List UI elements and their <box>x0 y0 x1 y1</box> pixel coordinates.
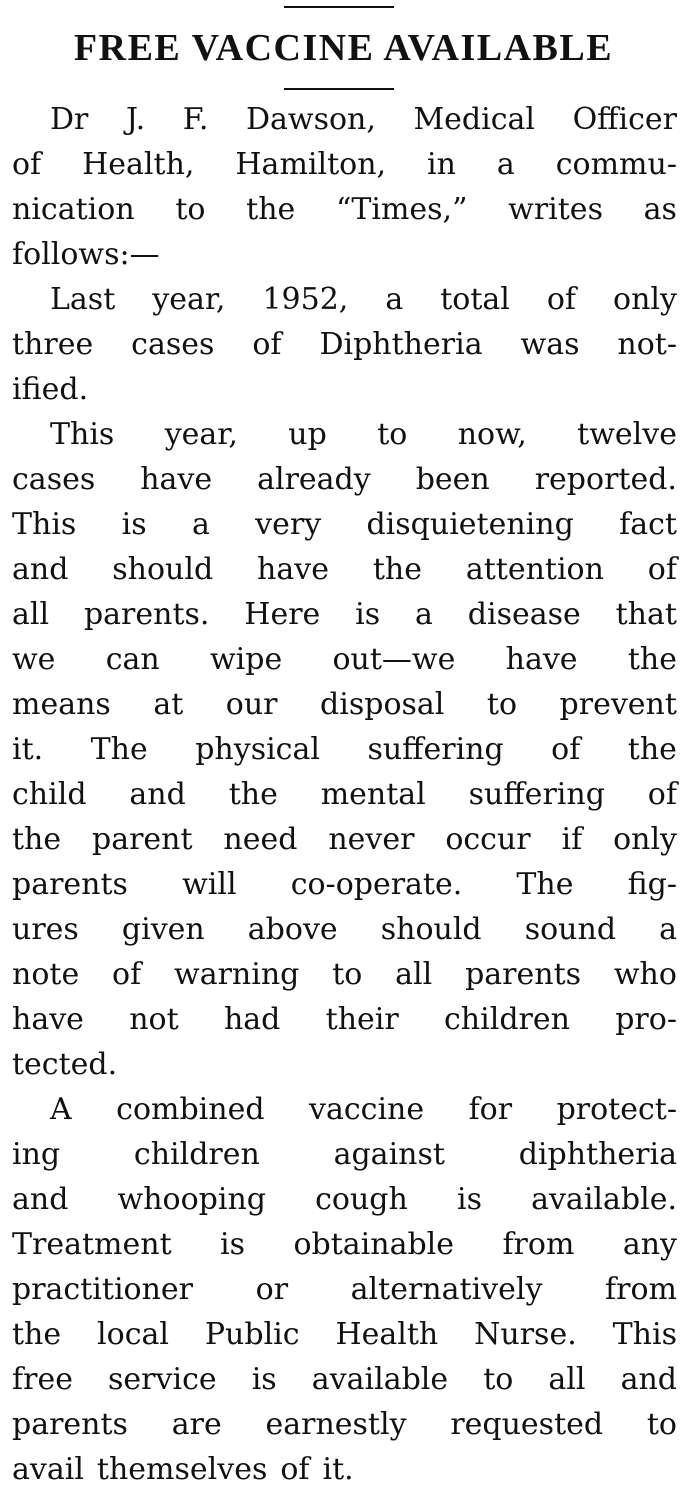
text-line <box>12 1087 677 1132</box>
text-line <box>12 637 677 682</box>
word: co-operate. <box>290 867 463 902</box>
word: local <box>97 1317 169 1352</box>
word: vaccine <box>309 1092 425 1127</box>
word: it. <box>322 1452 354 1487</box>
word: our <box>225 687 278 722</box>
word: we <box>12 642 56 677</box>
text-line <box>12 727 677 772</box>
word: themselves <box>96 1452 268 1487</box>
text-line <box>12 592 677 637</box>
word: if <box>561 822 583 857</box>
word: and <box>129 777 186 812</box>
word: free <box>12 1362 73 1397</box>
word: whooping <box>117 1182 266 1217</box>
word: from <box>502 1227 575 1262</box>
word: disquietening <box>366 507 574 542</box>
word: a <box>659 912 677 947</box>
paragraph <box>12 412 677 1087</box>
word: of <box>252 327 282 362</box>
word: F. <box>182 102 209 137</box>
word: occur <box>445 822 531 857</box>
headline-underline <box>284 88 394 90</box>
text-line <box>12 412 677 457</box>
word: up <box>288 417 327 452</box>
paragraph <box>12 97 677 277</box>
text-line <box>12 997 677 1042</box>
text-line <box>12 952 677 997</box>
word: total <box>440 282 510 317</box>
word: have <box>12 1002 84 1037</box>
word: reported. <box>534 462 677 497</box>
text-line <box>12 1447 677 1492</box>
word: the <box>246 192 296 227</box>
word: service <box>108 1362 217 1397</box>
word: need <box>223 822 298 857</box>
text-line <box>12 772 677 817</box>
word: fig- <box>627 867 677 902</box>
word: against <box>333 1137 445 1172</box>
word: of <box>280 1452 310 1487</box>
text-line <box>12 1357 677 1402</box>
word: combined <box>116 1092 265 1127</box>
word: been <box>415 462 490 497</box>
word: any <box>622 1227 677 1262</box>
text-line <box>12 187 677 232</box>
word: given <box>121 912 205 947</box>
word: Here <box>244 597 321 632</box>
word: are <box>171 1407 222 1442</box>
word: requested <box>450 1407 604 1442</box>
text-line <box>12 367 677 412</box>
word: Health <box>335 1317 439 1352</box>
word: cases <box>131 327 215 362</box>
word: or <box>255 1272 289 1307</box>
word: disposal <box>320 687 445 722</box>
word: out—we <box>332 642 456 677</box>
word: pro- <box>615 1002 677 1037</box>
word: the <box>12 1317 62 1352</box>
word: who <box>613 957 677 992</box>
word: the <box>12 822 62 857</box>
word: child <box>12 777 87 812</box>
text-line <box>12 1042 677 1087</box>
word: The <box>90 732 148 767</box>
text-line <box>12 547 677 592</box>
word: ified. <box>12 372 89 407</box>
word: wipe <box>209 642 283 677</box>
word: parents. <box>83 597 210 632</box>
word: ures <box>12 912 79 947</box>
word: children <box>133 1137 260 1172</box>
word: follows:— <box>12 237 160 272</box>
word: never <box>328 822 415 857</box>
word: to <box>646 1407 677 1442</box>
word: was <box>520 327 580 362</box>
word: all <box>548 1362 586 1397</box>
word: very <box>255 507 322 542</box>
word: should <box>112 552 214 587</box>
word: is <box>251 1362 277 1397</box>
word: a <box>496 147 515 182</box>
word: of <box>112 957 142 992</box>
word: note <box>12 957 80 992</box>
word: Public <box>204 1317 300 1352</box>
word: is <box>121 507 147 542</box>
word: of <box>546 282 577 317</box>
word: physical <box>195 732 320 767</box>
word: Dr <box>50 102 89 137</box>
text-line <box>12 232 677 277</box>
word: not- <box>617 327 677 362</box>
word: Diphtheria <box>319 327 483 362</box>
word: Last <box>50 282 116 317</box>
word: at <box>153 687 184 722</box>
paragraph <box>12 1087 677 1492</box>
word: a <box>191 507 210 542</box>
word: and <box>12 552 69 587</box>
word: the <box>627 732 677 767</box>
word: of <box>12 147 42 182</box>
word: ing <box>12 1137 61 1172</box>
text-line <box>12 682 677 727</box>
word: Medical <box>413 102 536 137</box>
word: year, <box>164 417 238 452</box>
word: as <box>643 192 677 227</box>
word: earnestly <box>265 1407 407 1442</box>
word: commu- <box>555 147 677 182</box>
text-line <box>12 502 677 547</box>
word: Hamilton, <box>235 147 387 182</box>
word: and <box>620 1362 677 1397</box>
text-line <box>12 862 677 907</box>
word: had <box>223 1002 281 1037</box>
top-rule <box>284 6 394 8</box>
word: a <box>415 597 433 632</box>
paragraph <box>12 277 677 412</box>
word: the <box>372 552 422 587</box>
word: cough <box>315 1182 408 1217</box>
word: and <box>12 1182 69 1217</box>
word: to <box>377 417 408 452</box>
word: only <box>613 282 677 317</box>
text-line <box>12 457 677 502</box>
word: attention <box>465 552 604 587</box>
word: is <box>456 1182 482 1217</box>
word: J. <box>125 102 146 137</box>
text-line <box>12 1267 677 1312</box>
word: nication <box>12 192 135 227</box>
word: the <box>228 777 278 812</box>
word: is <box>355 597 381 632</box>
word: alternatively <box>350 1272 543 1307</box>
word: parents <box>12 1407 128 1442</box>
text-line <box>12 142 677 187</box>
word: in <box>427 147 456 182</box>
word: to <box>175 192 206 227</box>
word: prevent <box>559 687 677 722</box>
word: it. <box>12 732 44 767</box>
text-line <box>12 817 677 862</box>
word: is <box>220 1227 246 1262</box>
word: can <box>105 642 160 677</box>
headline: FREE VACCINE AVAILABLE <box>73 27 614 69</box>
word: from <box>605 1272 677 1307</box>
text-line <box>12 97 677 142</box>
text-line <box>12 1312 677 1357</box>
word: the <box>627 642 677 677</box>
word: a <box>385 282 404 317</box>
word: disease <box>467 597 581 632</box>
word: suffering <box>367 732 504 767</box>
word: This <box>12 507 77 542</box>
word: This <box>612 1317 677 1352</box>
word: all <box>12 597 50 632</box>
word: of <box>647 777 677 812</box>
word: available <box>311 1362 449 1397</box>
word: of <box>647 552 677 587</box>
word: 1952, <box>262 282 349 317</box>
word: children <box>444 1002 570 1037</box>
word: have <box>140 462 213 497</box>
word: warning <box>174 957 300 992</box>
word: to <box>332 957 363 992</box>
word: parents <box>465 957 582 992</box>
word: Health, <box>82 147 195 182</box>
text-line <box>12 322 677 367</box>
word: twelve <box>577 417 677 452</box>
word: A <box>50 1092 72 1127</box>
text-line <box>12 1177 677 1222</box>
word: available. <box>531 1182 677 1217</box>
article-body <box>12 97 677 1492</box>
word: fact <box>619 507 677 542</box>
word: mental <box>320 777 426 812</box>
word: The <box>516 867 574 902</box>
word: should <box>380 912 482 947</box>
word: writes <box>508 192 603 227</box>
word: tected. <box>12 1047 118 1082</box>
word: already <box>257 462 371 497</box>
word: suffering <box>468 777 605 812</box>
word: to <box>483 1362 514 1397</box>
text-line <box>12 907 677 952</box>
word: only <box>613 822 677 857</box>
word: means <box>12 687 111 722</box>
word: have <box>257 552 329 587</box>
word: obtainable <box>293 1227 455 1262</box>
word: three <box>12 327 94 362</box>
word: Officer <box>572 102 677 137</box>
word: will <box>182 867 237 902</box>
word: to <box>486 687 518 722</box>
text-line <box>12 1222 677 1267</box>
word: “Times,” <box>336 192 468 227</box>
word: year, <box>152 282 226 317</box>
word: sound <box>524 912 617 947</box>
word: practitioner <box>12 1272 194 1307</box>
word: above <box>247 912 338 947</box>
text-line <box>12 1132 677 1177</box>
text-line <box>12 277 677 322</box>
word: diphtheria <box>518 1137 677 1172</box>
text-line <box>12 1402 677 1447</box>
word: This <box>50 417 115 452</box>
word: all <box>395 957 433 992</box>
word: their <box>325 1002 399 1037</box>
word: that <box>615 597 677 632</box>
word: avail <box>12 1452 84 1487</box>
word: now, <box>457 417 527 452</box>
word: Dawson, <box>245 102 376 137</box>
word: Nurse. <box>474 1317 577 1352</box>
word: parents <box>12 867 128 902</box>
word: for <box>468 1092 513 1127</box>
word: cases <box>12 462 96 497</box>
word: not <box>129 1002 179 1037</box>
word: have <box>505 642 578 677</box>
word: parent <box>92 822 193 857</box>
word: protect- <box>556 1092 677 1127</box>
word: of <box>551 732 581 767</box>
word: Treatment <box>12 1227 172 1262</box>
